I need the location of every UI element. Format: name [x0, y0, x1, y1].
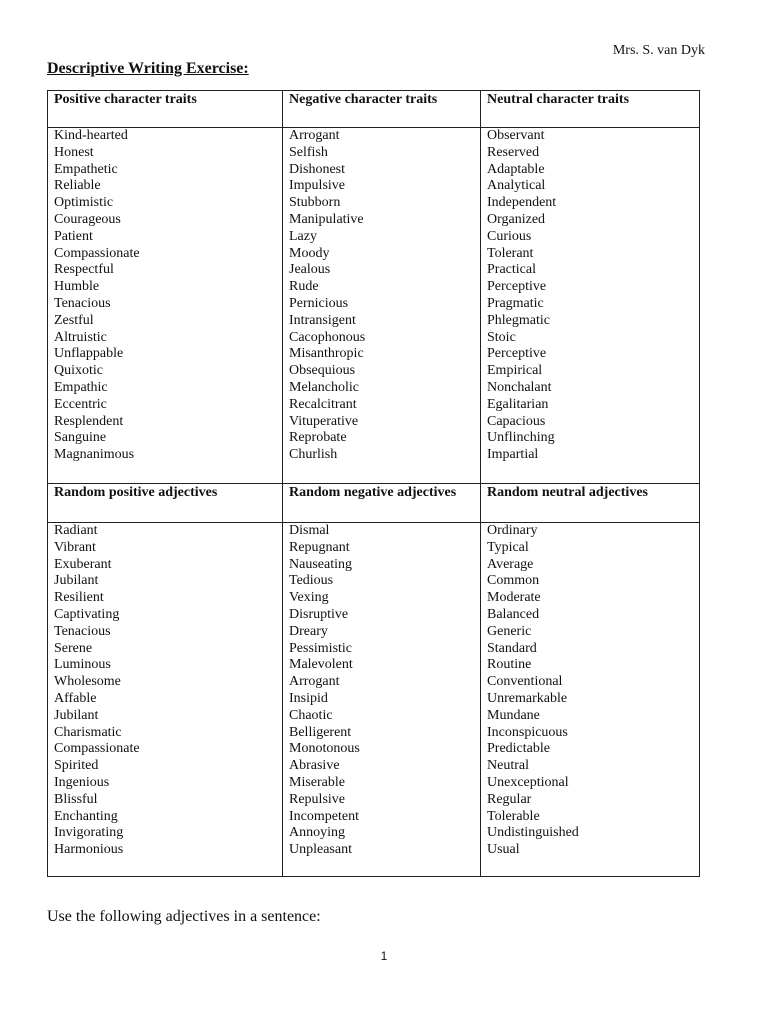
- list-item: Dreary: [289, 623, 328, 639]
- list-item: Unremarkable: [487, 690, 568, 706]
- list-item: Sanguine: [54, 430, 107, 446]
- page-title: Descriptive Writing Exercise:: [47, 60, 249, 77]
- list-item: Blissful: [54, 791, 98, 807]
- list-item: Vibrant: [54, 539, 96, 555]
- list-item: Moody: [289, 245, 330, 261]
- list-item: Abrasive: [289, 758, 340, 774]
- list-item: Repulsive: [289, 791, 345, 807]
- list-item: Quixotic: [54, 363, 103, 379]
- list-item: Wholesome: [54, 674, 121, 690]
- list-item: Miserable: [289, 774, 345, 790]
- list-item: Conventional: [487, 674, 563, 690]
- list-item: Annoying: [289, 825, 345, 841]
- list-item: Affable: [54, 690, 97, 706]
- list-item: Independent: [487, 195, 557, 211]
- list-item: Resplendent: [54, 413, 124, 429]
- list-item: Optimistic: [54, 195, 114, 211]
- list-item: Mundane: [487, 707, 540, 723]
- neutral-traits-list: [481, 128, 700, 484]
- list-item: Perceptive: [487, 279, 547, 295]
- list-item: Tedious: [289, 573, 334, 589]
- list-item: Empathic: [54, 379, 108, 395]
- list-item: Courageous: [54, 211, 121, 227]
- list-item: Reserved: [487, 144, 540, 160]
- page-number: 1: [380, 949, 388, 963]
- list-item: Cacophonous: [289, 329, 366, 345]
- column-header-negative-traits: Negative character traits: [283, 91, 481, 128]
- list-item: Manipulative: [289, 211, 364, 227]
- column-header-random-negative: Random negative adjectives: [283, 484, 481, 523]
- list-item: Reprobate: [289, 430, 347, 446]
- list-item: Dismal: [289, 523, 330, 538]
- random-negative-list: [283, 523, 481, 877]
- list-item: Patient: [54, 228, 93, 244]
- list-item: Altruistic: [54, 329, 107, 345]
- list-item: Intransigent: [289, 312, 356, 328]
- list-item: Honest: [54, 144, 94, 160]
- list-item: Stoic: [487, 329, 516, 345]
- column-header-positive-traits: Positive character traits: [48, 91, 283, 128]
- list-item: Respectful: [54, 262, 114, 278]
- list-item: Malevolent: [289, 657, 353, 673]
- list-item: Stubborn: [289, 195, 341, 211]
- list-item: Jubilant: [54, 573, 99, 589]
- list-item: Charismatic: [54, 724, 122, 740]
- list-item: Unexceptional: [487, 774, 569, 790]
- list-item: Tolerable: [487, 808, 540, 824]
- list-item: Repugnant: [289, 539, 350, 555]
- list-item: Misanthropic: [289, 346, 364, 362]
- list-item: Compassionate: [54, 245, 140, 261]
- list-item: Capacious: [487, 413, 546, 429]
- list-item: Melancholic: [289, 379, 359, 395]
- negative-traits-list: [283, 128, 481, 484]
- list-item: Enchanting: [54, 808, 118, 824]
- adjectives-table: [47, 90, 700, 877]
- list-item: Resilient: [54, 590, 104, 606]
- list-item: Perceptive: [487, 346, 547, 362]
- list-item: Spirited: [54, 758, 99, 774]
- list-item: Captivating: [54, 606, 120, 622]
- list-item: Impartial: [487, 447, 539, 463]
- list-item: Unflappable: [54, 346, 124, 362]
- list-item: Predictable: [487, 741, 550, 757]
- list-item: Tolerant: [487, 245, 534, 261]
- list-item: Zestful: [54, 312, 94, 328]
- list-item: Reliable: [54, 178, 101, 194]
- list-item: Ordinary: [487, 523, 538, 538]
- list-item: Jealous: [289, 262, 331, 278]
- list-item: Churlish: [289, 447, 338, 463]
- column-header-neutral-traits: Neutral character traits: [481, 91, 700, 128]
- list-item: Observant: [487, 128, 545, 143]
- random-adjectives-header-row: [48, 484, 700, 523]
- list-item: Radiant: [54, 523, 98, 538]
- list-item: Usual: [487, 842, 520, 858]
- random-positive-list: [48, 523, 283, 877]
- list-item: Empathetic: [54, 161, 118, 177]
- list-item: Monotonous: [289, 741, 360, 757]
- list-item: Regular: [487, 791, 532, 807]
- list-item: Compassionate: [54, 741, 140, 757]
- character-traits-body-row: [48, 128, 700, 484]
- list-item: Average: [487, 556, 534, 572]
- list-item: Analytical: [487, 178, 546, 194]
- list-item: Disruptive: [289, 606, 349, 622]
- positive-traits-list: [48, 128, 283, 484]
- list-item: Undistinguished: [487, 825, 579, 841]
- list-item: Curious: [487, 228, 532, 244]
- list-item: Pessimistic: [289, 640, 353, 656]
- list-item: Magnanimous: [54, 447, 135, 463]
- list-item: Insipid: [289, 690, 328, 706]
- list-item: Unflinching: [487, 430, 555, 446]
- list-item: Belligerent: [289, 724, 352, 740]
- list-item: Impulsive: [289, 178, 345, 194]
- list-item: Serene: [54, 640, 93, 656]
- list-item: Arrogant: [289, 128, 340, 143]
- list-item: Unpleasant: [289, 842, 352, 858]
- list-item: Selfish: [289, 144, 328, 160]
- random-neutral-list: [481, 523, 700, 877]
- list-item: Chaotic: [289, 707, 333, 723]
- list-item: Eccentric: [54, 396, 107, 412]
- character-traits-header-row: [48, 91, 700, 128]
- list-item: Obsequious: [289, 363, 356, 379]
- list-item: Adaptable: [487, 161, 545, 177]
- list-item: Incompetent: [289, 808, 359, 824]
- list-item: Organized: [487, 211, 546, 227]
- list-item: Nauseating: [289, 556, 352, 572]
- list-item: Dishonest: [289, 161, 345, 177]
- list-item: Harmonious: [54, 842, 124, 858]
- list-item: Tenacious: [54, 295, 111, 311]
- list-item: Routine: [487, 657, 532, 673]
- list-item: Phlegmatic: [487, 312, 550, 328]
- list-item: Typical: [487, 539, 529, 555]
- list-item: Generic: [487, 623, 532, 639]
- list-item: Lazy: [289, 228, 317, 244]
- list-item: Egalitarian: [487, 396, 549, 412]
- list-item: Nonchalant: [487, 379, 552, 395]
- list-item: Inconspicuous: [487, 724, 568, 740]
- random-adjectives-body-row: [48, 523, 700, 877]
- author-name: Mrs. S. van Dyk: [612, 43, 705, 58]
- list-item: Practical: [487, 262, 536, 278]
- list-item: Luminous: [54, 657, 111, 673]
- list-item: Standard: [487, 640, 537, 656]
- list-item: Vituperative: [289, 413, 359, 429]
- list-item: Pernicious: [289, 295, 349, 311]
- list-item: Vexing: [289, 590, 329, 606]
- list-item: Recalcitrant: [289, 396, 357, 412]
- column-header-random-positive: Random positive adjectives: [48, 484, 283, 523]
- list-item: Ingenious: [54, 774, 110, 790]
- list-item: Tenacious: [54, 623, 111, 639]
- column-header-random-neutral: Random neutral adjectives: [481, 484, 700, 523]
- list-item: Moderate: [487, 590, 541, 606]
- list-item: Common: [487, 573, 540, 589]
- list-item: Arrogant: [289, 674, 340, 690]
- list-item: Kind-hearted: [54, 128, 128, 143]
- list-item: Balanced: [487, 606, 540, 622]
- list-item: Neutral: [487, 758, 529, 774]
- sentence-instruction: Use the following adjectives in a sentence:: [47, 908, 321, 925]
- list-item: Jubilant: [54, 707, 99, 723]
- list-item: Pragmatic: [487, 295, 544, 311]
- list-item: Humble: [54, 279, 100, 295]
- list-item: Exuberant: [54, 556, 112, 572]
- list-item: Empirical: [487, 363, 543, 379]
- list-item: Invigorating: [54, 825, 124, 841]
- list-item: Rude: [289, 279, 319, 295]
